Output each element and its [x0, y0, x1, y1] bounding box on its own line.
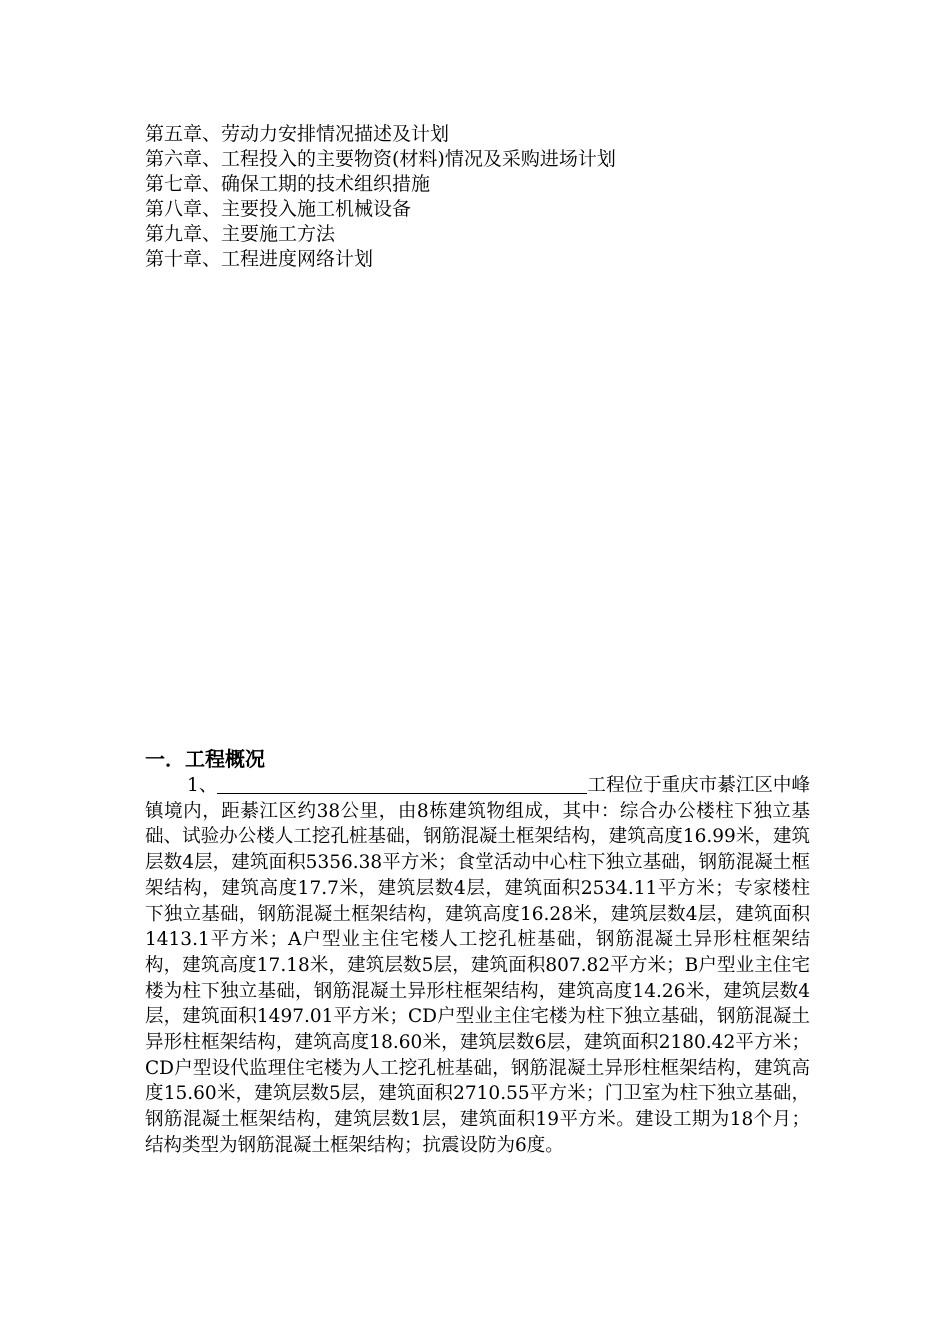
toc-item-chapter-6: 第六章、工程投入的主要物资(材料)情况及采购进场计划: [145, 148, 616, 170]
paragraph-number: 1、: [187, 775, 218, 796]
project-name-blank: [217, 773, 587, 794]
overview-paragraph: [145, 773, 810, 1159]
project-overview-section: [145, 745, 810, 1159]
toc-item-chapter-8: 第八章、主要投入施工机械设备: [145, 198, 412, 220]
toc-item-chapter-10: 第十章、工程进度网络计划: [145, 248, 374, 270]
paragraph-body: 工程位于重庆市綦江区中峰镇境内，距綦江区约38公里，由8栋建筑物组成，其中：综合办公楼柱下独立基础、试验办公楼人工挖孔桩基础，钢筋混凝土框架结构，建筑高度16.99米，建筑层数4层，建筑面积5356.38平方米；食堂活动中心柱下独立基础，钢筋混凝土框架结构，建筑高度17.7米，建筑层数4层，建筑面积2534.11平方米；专家楼柱下独立基础，钢筋混凝土框架结构，建筑高度16.28米，建筑层数4层，建筑面积1413.1平方米；A户型业主住宅楼人工挖孔桩基础，钢筋混凝土异形柱框架结构，建筑高度17.18米，建筑层数5层，建筑面积807.82平方米；B户型业主住宅楼为柱下独立基础，钢筋混凝土异形柱框架结构，建筑高度14.26米，建筑层数4层，建筑面积1497.01平方米；CD户型业主住宅楼为柱下独立基础，钢筋混凝土异形柱框架结构，建筑高度18.60米，建筑层数6层，建筑面积2180.42平方米；CD户型设代监理住宅楼为人工挖孔桩基础，钢筋混凝土异形柱框架结构，建筑高度15.60米，建筑层数5层，建筑面积2710.55平方米；门卫室为柱下独立基础，钢筋混凝土框架结构，建筑层数1层，建筑面积19平方米。建设工期为18个月；结构类型为钢筋混凝土框架结构；抗震设防为6度。: [145, 775, 810, 1156]
toc-item-chapter-5: 第五章、劳动力安排情况描述及计划: [145, 123, 450, 145]
table-of-contents: [145, 122, 825, 272]
toc-item-chapter-7: 第七章、确保工期的技术组织措施: [145, 173, 431, 195]
toc-item-chapter-9: 第九章、主要施工方法: [145, 223, 336, 245]
section-heading: 一．工程概况: [145, 747, 265, 771]
